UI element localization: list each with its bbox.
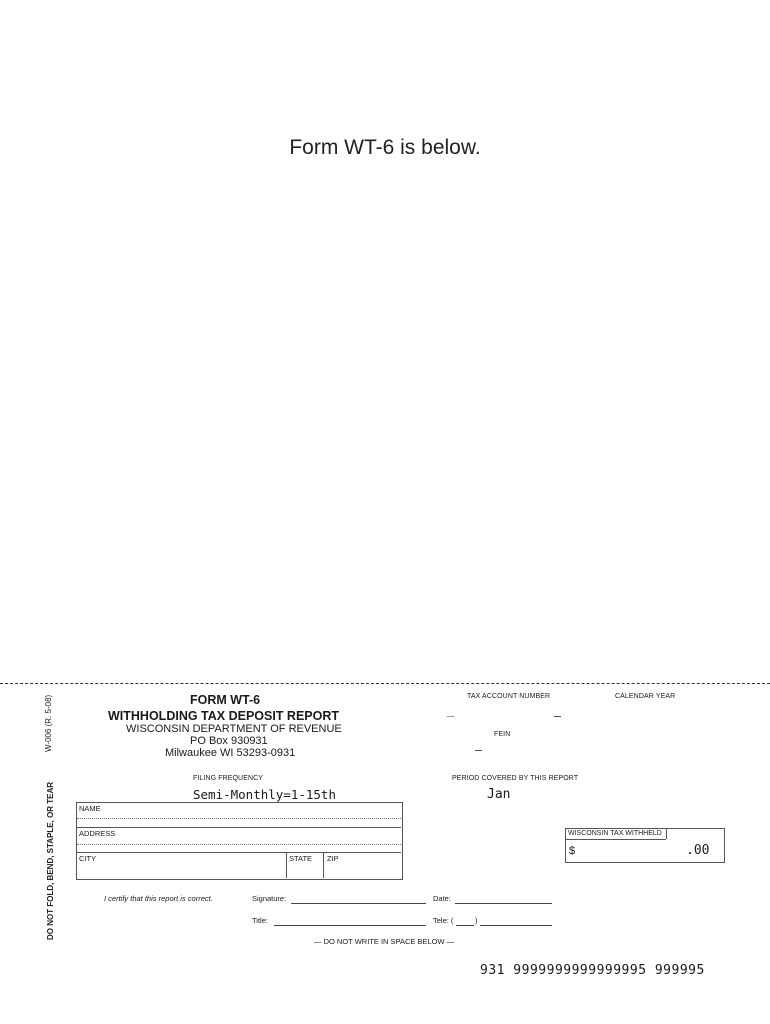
city-line: Milwaukee WI 53293-0931 xyxy=(165,747,296,759)
account-dash-2 xyxy=(554,716,561,717)
calendar-year-label: CALENDAR YEAR xyxy=(615,693,676,700)
fein-label: FEIN xyxy=(494,731,511,738)
period-label: PERIOD COVERED BY THIS REPORT xyxy=(452,775,579,782)
zip-label: ZIP xyxy=(327,854,339,863)
address-top-line xyxy=(77,827,401,828)
taxpayer-box xyxy=(76,802,403,880)
tax-account-label: TAX ACCOUNT NUMBER xyxy=(467,693,551,700)
state-label: STATE xyxy=(289,854,313,863)
page-headline: Form WT-6 is below. xyxy=(289,136,481,159)
fein-dash xyxy=(475,750,482,751)
address-label: ADDRESS xyxy=(79,829,116,838)
date-line[interactable] xyxy=(455,903,552,904)
signature-label: Signature: xyxy=(252,894,287,903)
agency-name: WISCONSIN DEPARTMENT OF REVENUE xyxy=(126,723,342,735)
tax-withheld-label: WISCONSIN TAX WITHHELD xyxy=(568,830,662,837)
city-top-line xyxy=(77,852,401,853)
title-label: Title: xyxy=(252,916,268,925)
phone-line[interactable] xyxy=(480,925,552,926)
account-dash-1 xyxy=(447,716,454,717)
city-label: CITY xyxy=(79,854,97,863)
certify-statement: I certify that this report is correct. xyxy=(104,894,213,903)
area-code-line[interactable] xyxy=(456,925,474,926)
tax-withheld-label-edge xyxy=(666,829,667,839)
cents-value: .00 xyxy=(686,843,710,858)
tele-label: Tele: ( xyxy=(433,916,454,925)
scan-line: 931 9999999999999995 999995 xyxy=(480,963,705,978)
filing-frequency-label: FILING FREQUENCY xyxy=(193,775,264,782)
po-box: PO Box 930931 xyxy=(190,735,268,747)
tear-line xyxy=(0,683,770,684)
zip-divider xyxy=(323,852,324,878)
handling-warning: DO NOT FOLD, BEND, STAPLE, OR TEAR xyxy=(46,781,55,940)
name-divider xyxy=(77,818,401,819)
form-code: W-006 (R. 5-08) xyxy=(44,694,53,752)
tax-withheld-label-underline xyxy=(566,839,666,840)
form-title: FORM WT-6 xyxy=(190,693,261,707)
name-label: NAME xyxy=(79,804,101,813)
title-line[interactable] xyxy=(274,925,426,926)
currency-symbol: $ xyxy=(569,845,576,857)
tele-close: ) xyxy=(475,916,478,925)
address-divider xyxy=(77,844,401,845)
do-not-write-notice: — DO NOT WRITE IN SPACE BELOW — xyxy=(314,937,455,946)
form-subtitle: WITHHOLDING TAX DEPOSIT REPORT xyxy=(108,709,340,723)
state-divider xyxy=(286,852,287,878)
filing-frequency-value: Semi-Monthly=1-15th xyxy=(193,787,336,802)
signature-line[interactable] xyxy=(291,903,426,904)
period-value: Jan xyxy=(487,787,511,802)
date-label: Date: xyxy=(433,894,451,903)
